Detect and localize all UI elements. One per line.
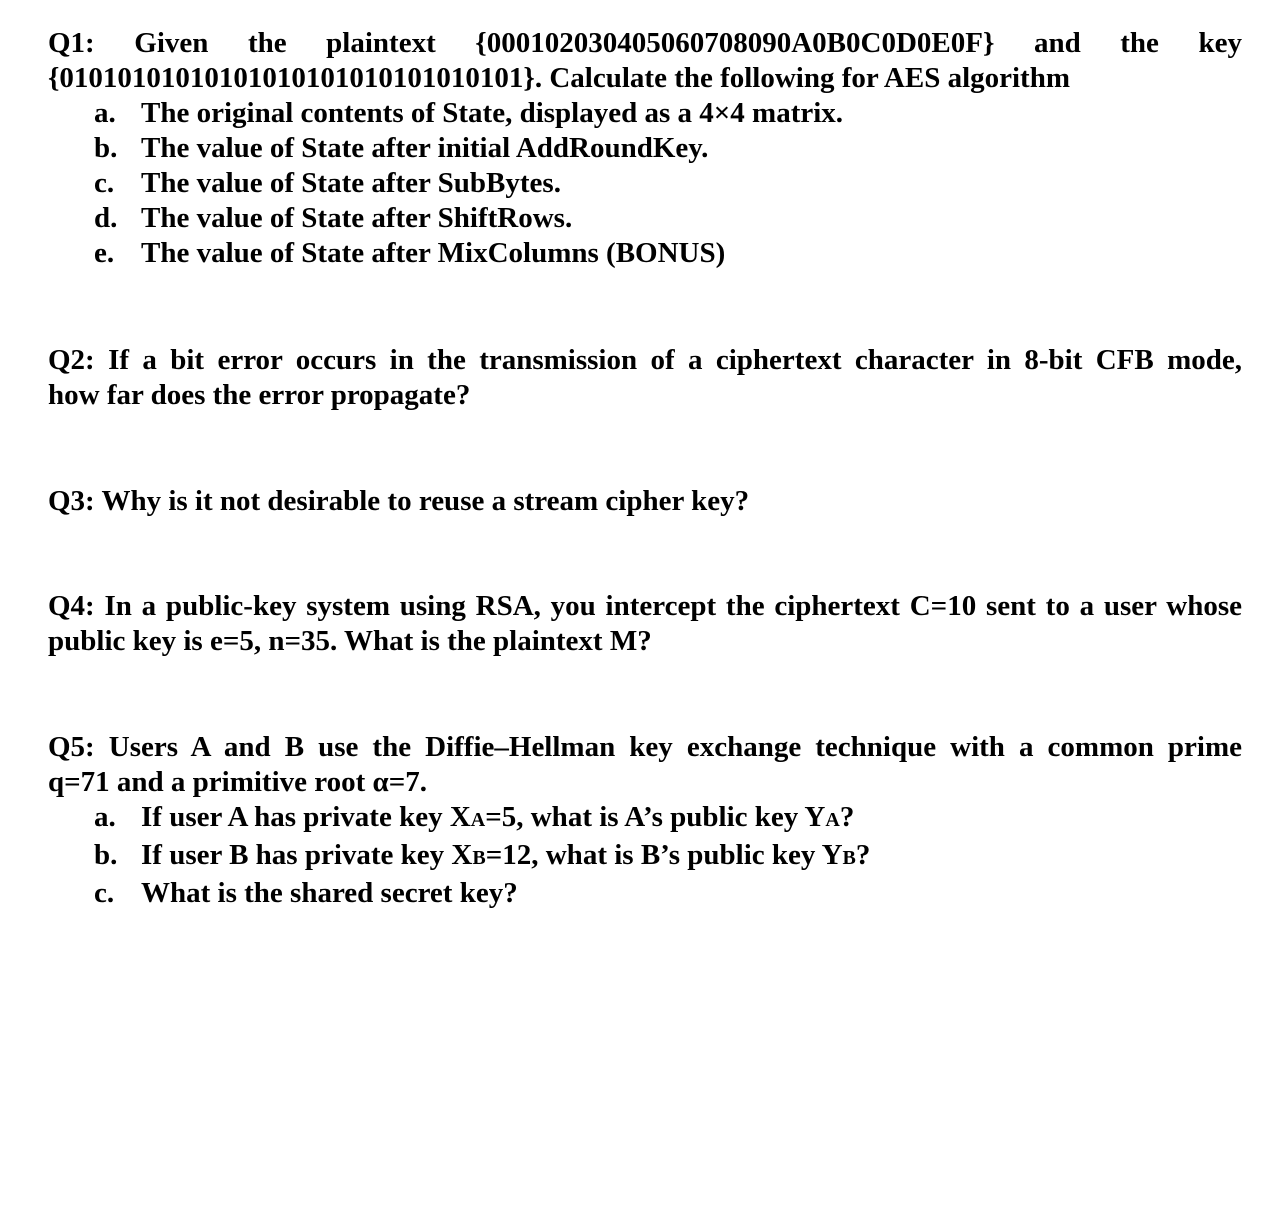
subscript: B <box>472 847 486 869</box>
question-1-part-c <box>48 166 1242 201</box>
subscript: B <box>842 847 856 869</box>
question-5-line-2: q=71 and a primitive root α=7. <box>48 766 427 798</box>
question-1-subparts <box>48 96 1242 271</box>
question-5-subparts <box>48 800 1242 911</box>
part-marker: b. <box>94 839 118 871</box>
question-1-line-2: {01010101010101010101010101010101}. Calculate the following for AES algorithm <box>48 62 1070 94</box>
part-marker: a. <box>94 801 116 833</box>
part-text: What is the shared secret key? <box>141 877 518 909</box>
part-marker: c. <box>94 877 115 909</box>
question-3-line-1: Q3: Why is it not desirable to reuse a stream cipher key? <box>48 485 750 517</box>
part-text: The value of State after MixColumns (BONUS) <box>141 237 726 269</box>
question-1-part-a <box>48 96 1242 131</box>
part-marker: a. <box>94 97 116 129</box>
part-marker: c. <box>94 167 115 199</box>
part-marker: e. <box>94 237 115 269</box>
part-text: The value of State after SubBytes. <box>141 167 561 199</box>
subscript: A <box>470 809 486 831</box>
question-2 <box>48 343 1242 413</box>
question-1-part-b <box>48 131 1242 166</box>
part-text-pre: If user A has private key X <box>141 801 471 833</box>
part-text: The original contents of State, displayed as a 4×4 matrix. <box>141 97 844 129</box>
question-5-part-b <box>48 838 1242 876</box>
part-text-mid: =5, what is A’s public key Y <box>485 801 826 833</box>
part-marker: b. <box>94 132 118 164</box>
question-4 <box>48 589 1242 659</box>
part-text: The value of State after ShiftRows. <box>141 202 573 234</box>
question-2-line-2: how far does the error propagate? <box>48 379 471 411</box>
part-text-pre: If user B has private key X <box>141 839 473 871</box>
question-1-part-d <box>48 201 1242 236</box>
part-text-mid: =12, what is B’s public key Y <box>485 839 843 871</box>
part-marker: d. <box>94 202 118 234</box>
question-4-line-1: Q4: In a public-key system using RSA, you intercept the ciphertext C=10 sent to a user whose <box>48 590 1242 622</box>
part-text-post: ? <box>855 839 871 871</box>
question-5-line-1: Q5: Users A and B use the Diffie–Hellman key exchange technique with a common prime <box>48 731 1242 763</box>
part-text-post: ? <box>839 801 855 833</box>
question-5-part-c <box>48 876 1242 911</box>
question-3 <box>48 484 1242 519</box>
question-5 <box>48 730 1242 911</box>
question-1-part-e <box>48 236 1242 271</box>
part-text: The value of State after initial AddRoundKey. <box>141 132 709 164</box>
question-5-part-a <box>48 800 1242 838</box>
question-1 <box>48 26 1242 271</box>
question-2-line-1: Q2: If a bit error occurs in the transmission of a ciphertext character in 8-bit CFB mode, <box>48 344 1242 376</box>
subscript: A <box>825 809 840 831</box>
question-4-line-2: public key is e=5, n=35. What is the plaintext M? <box>48 625 652 657</box>
question-1-line-1: Q1: Given the plaintext {000102030405060708090A0B0C0D0E0F} and the key <box>48 27 1242 59</box>
